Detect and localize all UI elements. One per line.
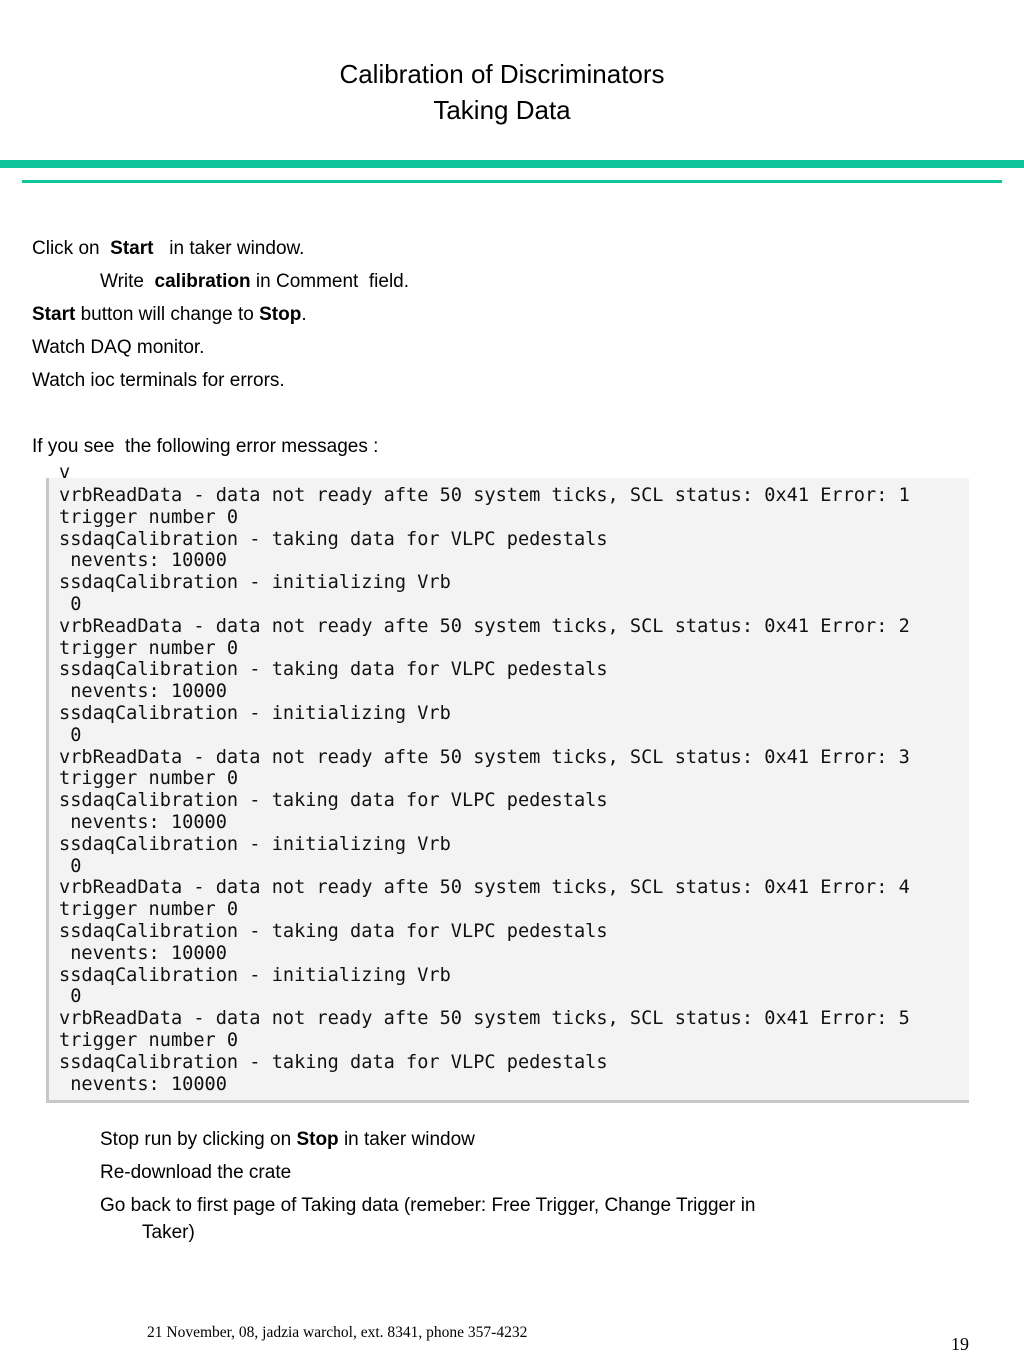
terminal-line: ssdaqCalibration - taking data for VLPC pedestals bbox=[59, 921, 608, 942]
terminal-line: vrbReadData - data not ready afte 50 system ticks, SCL status: 0x41 Error: 5 bbox=[59, 1008, 910, 1030]
terminal-line: trigger number 0 bbox=[59, 506, 239, 528]
after-stop-run: Stop run by clicking on Stop in taker window bbox=[100, 1129, 475, 1150]
terminal-line: ssdaqCalibration - taking data for VLPC pedestals bbox=[59, 1051, 608, 1073]
terminal-line: trigger number 0 bbox=[59, 899, 239, 921]
terminal-line: ssdaqCalibration - initializing Vrb bbox=[59, 572, 451, 594]
terminal-line: nevents: 10000 bbox=[59, 942, 227, 964]
terminal-line: ssdaqCalibration - initializing Vrb bbox=[59, 703, 451, 724]
header-rule-thin bbox=[22, 180, 1002, 183]
terminal-line: 0 bbox=[59, 724, 82, 746]
instruction-click-start: Click on Start in taker window. bbox=[32, 238, 305, 259]
terminal-line: 0 bbox=[59, 594, 82, 615]
terminal-screenshot bbox=[46, 462, 969, 1103]
header-rule-thick bbox=[0, 160, 1024, 168]
terminal-line: vrbReadData - data not ready afte 50 system ticks, SCL status: 0x41 Error: 4 bbox=[59, 877, 910, 899]
terminal-line: nevents: 10000 bbox=[59, 681, 227, 703]
terminal-line: vrbReadData - data not ready afte 50 system ticks, SCL status: 0x41 Error: 2 bbox=[59, 615, 910, 637]
after-go-back: Go back to first page of Taking data (remeber: Free Trigger, Change Trigger in bbox=[100, 1195, 756, 1216]
terminal-line: ssdaqCalibration - taking data for VLPC pedestals bbox=[59, 528, 608, 550]
slide-subtitle: Taking Data bbox=[433, 95, 571, 125]
instruction-watch-daq: Watch DAQ monitor. bbox=[32, 337, 205, 358]
page-number: 19 bbox=[951, 1334, 969, 1354]
after-redownload: Re-download the crate bbox=[100, 1162, 292, 1183]
terminal-line: trigger number 0 bbox=[59, 637, 239, 659]
terminal-line: ssdaqCalibration - initializing Vrb bbox=[59, 833, 451, 855]
slide-title: Calibration of Discriminators bbox=[339, 59, 665, 89]
terminal-line: trigger number 0 bbox=[59, 768, 239, 790]
terminal-line: ssdaqCalibration - initializing Vrb bbox=[59, 964, 451, 986]
footer-text: 21 November, 08, jadzia warchol, ext. 8341, phone 357-4232 bbox=[147, 1324, 528, 1341]
instruction-watch-ioc: Watch ioc terminals for errors. bbox=[32, 370, 285, 391]
terminal-line: nevents: 10000 bbox=[59, 1073, 227, 1095]
instruction-write-calibration: Write calibration in Comment field. bbox=[100, 271, 410, 292]
terminal-line: 0 bbox=[59, 855, 82, 877]
after-go-back-cont: Taker) bbox=[142, 1222, 195, 1243]
terminal-line: nevents: 10000 bbox=[59, 550, 227, 572]
terminal-line: vrbReadData - data not ready afte 50 system ticks, SCL status: 0x41 Error: 3 bbox=[59, 746, 910, 768]
error-intro: If you see the following error messages : bbox=[32, 436, 379, 457]
terminal-line: nevents: 10000 bbox=[59, 812, 227, 833]
calibration-keyword: calibration bbox=[154, 271, 251, 292]
terminal-line: vrbReadData - data not ready afte 50 system ticks, SCL status: 0x41 Error: 1 bbox=[59, 485, 910, 506]
terminal-line: ssdaqCalibration - taking data for VLPC pedestals bbox=[59, 659, 608, 681]
start-keyword: Start bbox=[110, 238, 154, 259]
terminal-cut-line: v bbox=[59, 462, 71, 483]
stop-keyword: Stop bbox=[296, 1129, 339, 1150]
terminal-line: 0 bbox=[59, 986, 82, 1008]
terminal-line: ssdaqCalibration - taking data for VLPC pedestals bbox=[59, 790, 608, 812]
instruction-button-change: Start button will change to Stop. bbox=[32, 304, 307, 325]
terminal-line: trigger number 0 bbox=[59, 1030, 239, 1051]
